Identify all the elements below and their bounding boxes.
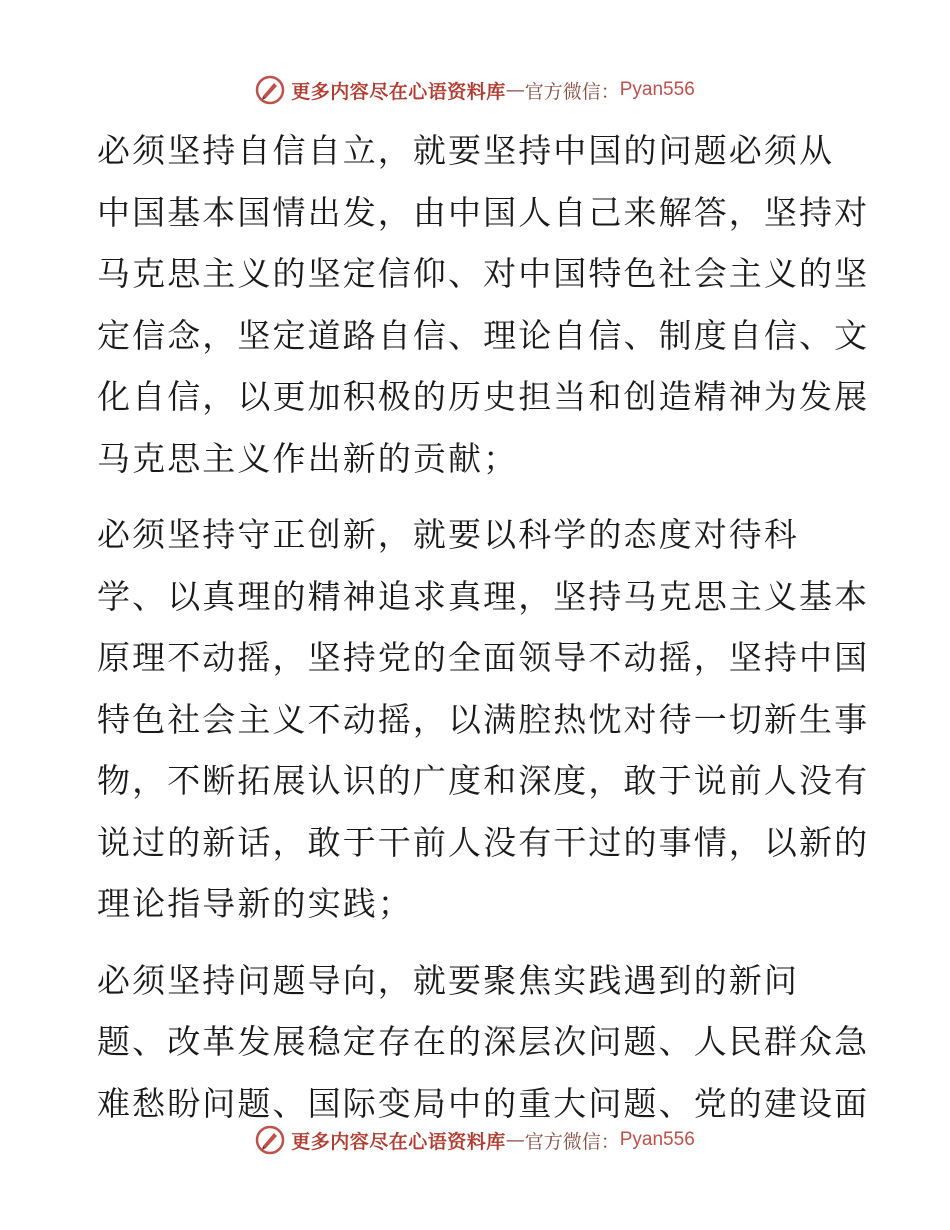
text-line: 难愁盼问题、国际变局中的重大问题、党的建设面 [97, 1083, 870, 1123]
header-banner [0, 70, 950, 110]
text-line: 原理不动摇，坚持党的全面领导不动摇，坚持中国 [97, 638, 870, 677]
footer-brand-text: 更多内容尽在心语资料库 [291, 1130, 506, 1153]
paragraph-2 [97, 504, 870, 935]
text-line: 马克思主义作出新的贡献； [97, 438, 519, 478]
text-line: 化自信，以更加积极的历史担当和创造精神为发展 [97, 377, 870, 416]
text-line: 中国基本国情出发，由中国人自己来解答，坚持对 [97, 192, 870, 232]
text-line: 必须坚持守正创新，就要以科学的态度对待科 [97, 515, 799, 554]
text-line: 说过的新话，敢于干前人没有干过的事情，以新的 [97, 822, 870, 862]
text-line: 物，不断拓展认识的广度和深度，敢于说前人没有 [97, 761, 870, 800]
pen-logo-icon [255, 75, 285, 105]
footer-banner [0, 1120, 950, 1160]
paragraph-1 [97, 120, 870, 489]
footer-wechat-label: 官方微信： [524, 1130, 620, 1153]
text-line: 特色社会主义不动摇，以满腔热忱对待一切新生事 [97, 699, 870, 739]
text-line: 题、改革发展稳定存在的深层次问题、人民群众急 [97, 1022, 870, 1061]
text-line: 学、以真理的精神追求真理，坚持马克思主义基本 [97, 576, 870, 616]
text-line: 必须坚持自信自立，就要坚持中国的问题必须从 [97, 131, 835, 170]
text-line: 必须坚持问题导向，就要聚焦实践遇到的新问 [97, 960, 799, 1000]
header-brand-text: 更多内容尽在心语资料库 [291, 80, 506, 103]
text-line: 理论指导新的实践； [97, 884, 413, 923]
paragraph-3 [97, 950, 870, 1135]
header-wechat-label: 官方微信： [524, 80, 620, 103]
header-wechat-id: Pyan556 [619, 79, 695, 100]
document-body [97, 120, 870, 1134]
pen-logo-icon [255, 1125, 285, 1155]
footer-wechat-id: Pyan556 [619, 1129, 695, 1150]
footer-dash: — [505, 1129, 525, 1151]
header-dash: — [505, 79, 525, 101]
text-line: 马克思主义的坚定信仰、对中国特色社会主义的坚 [97, 254, 870, 293]
text-line: 定信念，坚定道路自信、理论自信、制度自信、文 [97, 315, 870, 355]
